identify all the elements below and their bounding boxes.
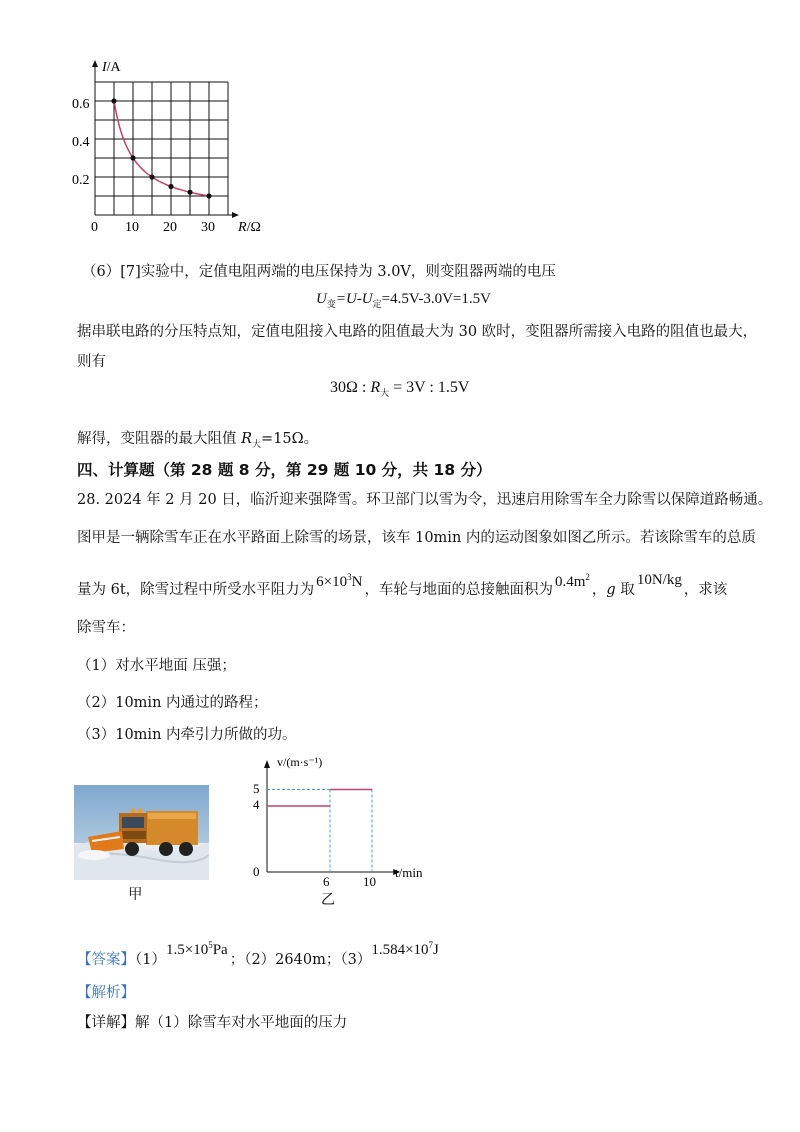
vt-y-axis-label: v/(m·s⁻¹): [277, 755, 323, 769]
ir-ytick-1: 0.4: [72, 135, 90, 150]
ir-xtick-3: 30: [201, 220, 215, 235]
step6-ratio-equation: 30Ω : $R_大 = 3V$ : 1.5V: [330, 379, 470, 399]
step6-intro: （6）[7]实验中，定值电阻两端的电压保持为 3.0V，则变阻器两端的电压: [82, 264, 556, 280]
ir-data-point: [130, 155, 135, 160]
vt-origin: 0: [253, 864, 260, 879]
ir-ytick-0: 0.6: [72, 97, 90, 112]
vt-x-axis-label: t/min: [395, 865, 423, 880]
ir-curve-line: [114, 101, 209, 196]
ir-x-axis-label: R/Ω: [238, 220, 261, 235]
ir-data-point: [149, 174, 154, 179]
ir-data-point: [187, 190, 192, 195]
ir-xtick-2: 20: [163, 220, 177, 235]
q28-line3: 量为 6t，除雪过程中所受水平阻力为 $6\times 10^3N$ ，车轮与地面的总接触面积为 $0.4m^2$，g 取10N/kg，求该: [77, 572, 728, 598]
answer-label: 【答案】: [77, 952, 135, 968]
ir-data-point: [206, 193, 211, 198]
vt-graph-lines: [267, 790, 372, 807]
step6-line2: 据串联电路的分压特点知，定值电阻接入电路的阻值最大为 30 欧时，变阻器所需接入电路的阻值也最大，: [77, 324, 758, 340]
ir-graph: [60, 55, 280, 240]
vt-graph-guides: [267, 790, 372, 873]
vt-ytick-4: 4: [253, 797, 260, 812]
snowplow-photo: [74, 785, 209, 880]
vt-ytick-5: 5: [253, 781, 260, 796]
q28-sub2: （2）10min 内通过的路程；: [77, 695, 268, 711]
section-title: 四、计算题（第 28 题 8 分，第 29 题 10 分，共 18 分）: [77, 461, 492, 479]
q28-line4: 除雪车：: [77, 620, 135, 636]
ir-xtick-0: 0: [91, 220, 98, 235]
ir-data-point: [111, 98, 116, 103]
ir-graph-curve: [114, 101, 209, 196]
ir-ytick-2: 0.2: [72, 173, 90, 188]
ir-data-point: [168, 184, 173, 189]
analysis-label: 【解析】: [77, 985, 135, 1001]
q28-sub3: （3）10min 内牵引力所做的功。: [77, 727, 297, 743]
ir-xtick-1: 10: [125, 220, 139, 235]
ir-graph-grid: [92, 60, 239, 218]
ir-graph-points: [111, 98, 211, 198]
q28-sub1: （1）对水平地面 压强；: [77, 658, 236, 674]
vt-figure-label: 乙: [321, 893, 335, 908]
figure-jia-label: 甲: [128, 887, 143, 903]
vt-graph-axes: [264, 760, 400, 875]
vt-xtick-6: 6: [323, 874, 330, 889]
q28-line2: 图甲是一辆除雪车正在水平路面上除雪的场景，该车 10min 内的运动图象如图乙所示。若该除雪车的总质: [77, 530, 756, 546]
vt-graph: [245, 752, 445, 912]
detail-line: 【详解】解（1）除雪车对水平地面的压力: [77, 1015, 348, 1031]
step6-line3: 则有: [77, 354, 106, 370]
vt-y-arrow: [264, 760, 270, 768]
answer-line: 【答案】$(1)1.5\times 10^5Pa$；（2）2640m；$(3)1.584\times 10^7J$: [77, 940, 439, 968]
q28-line1: 28. 2024 年 2 月 20 日，临沂迎来强降雪。环卫部门以雪为令，迅速启用除雪车全力除雪以保障道路畅通。: [77, 492, 773, 508]
step6-voltage-equation: $U_变=U-U_定=4.5V-3.0V=1.5V$: [316, 291, 491, 309]
ir-y-arrow: [92, 60, 98, 67]
ir-x-arrow: [232, 212, 239, 218]
vt-xtick-10: 10: [363, 874, 376, 889]
step6-solution: 解得，变阻器的最大阻值 $R_大=15\Omega$。: [77, 431, 319, 450]
ir-y-axis-label: I/A: [102, 60, 121, 75]
